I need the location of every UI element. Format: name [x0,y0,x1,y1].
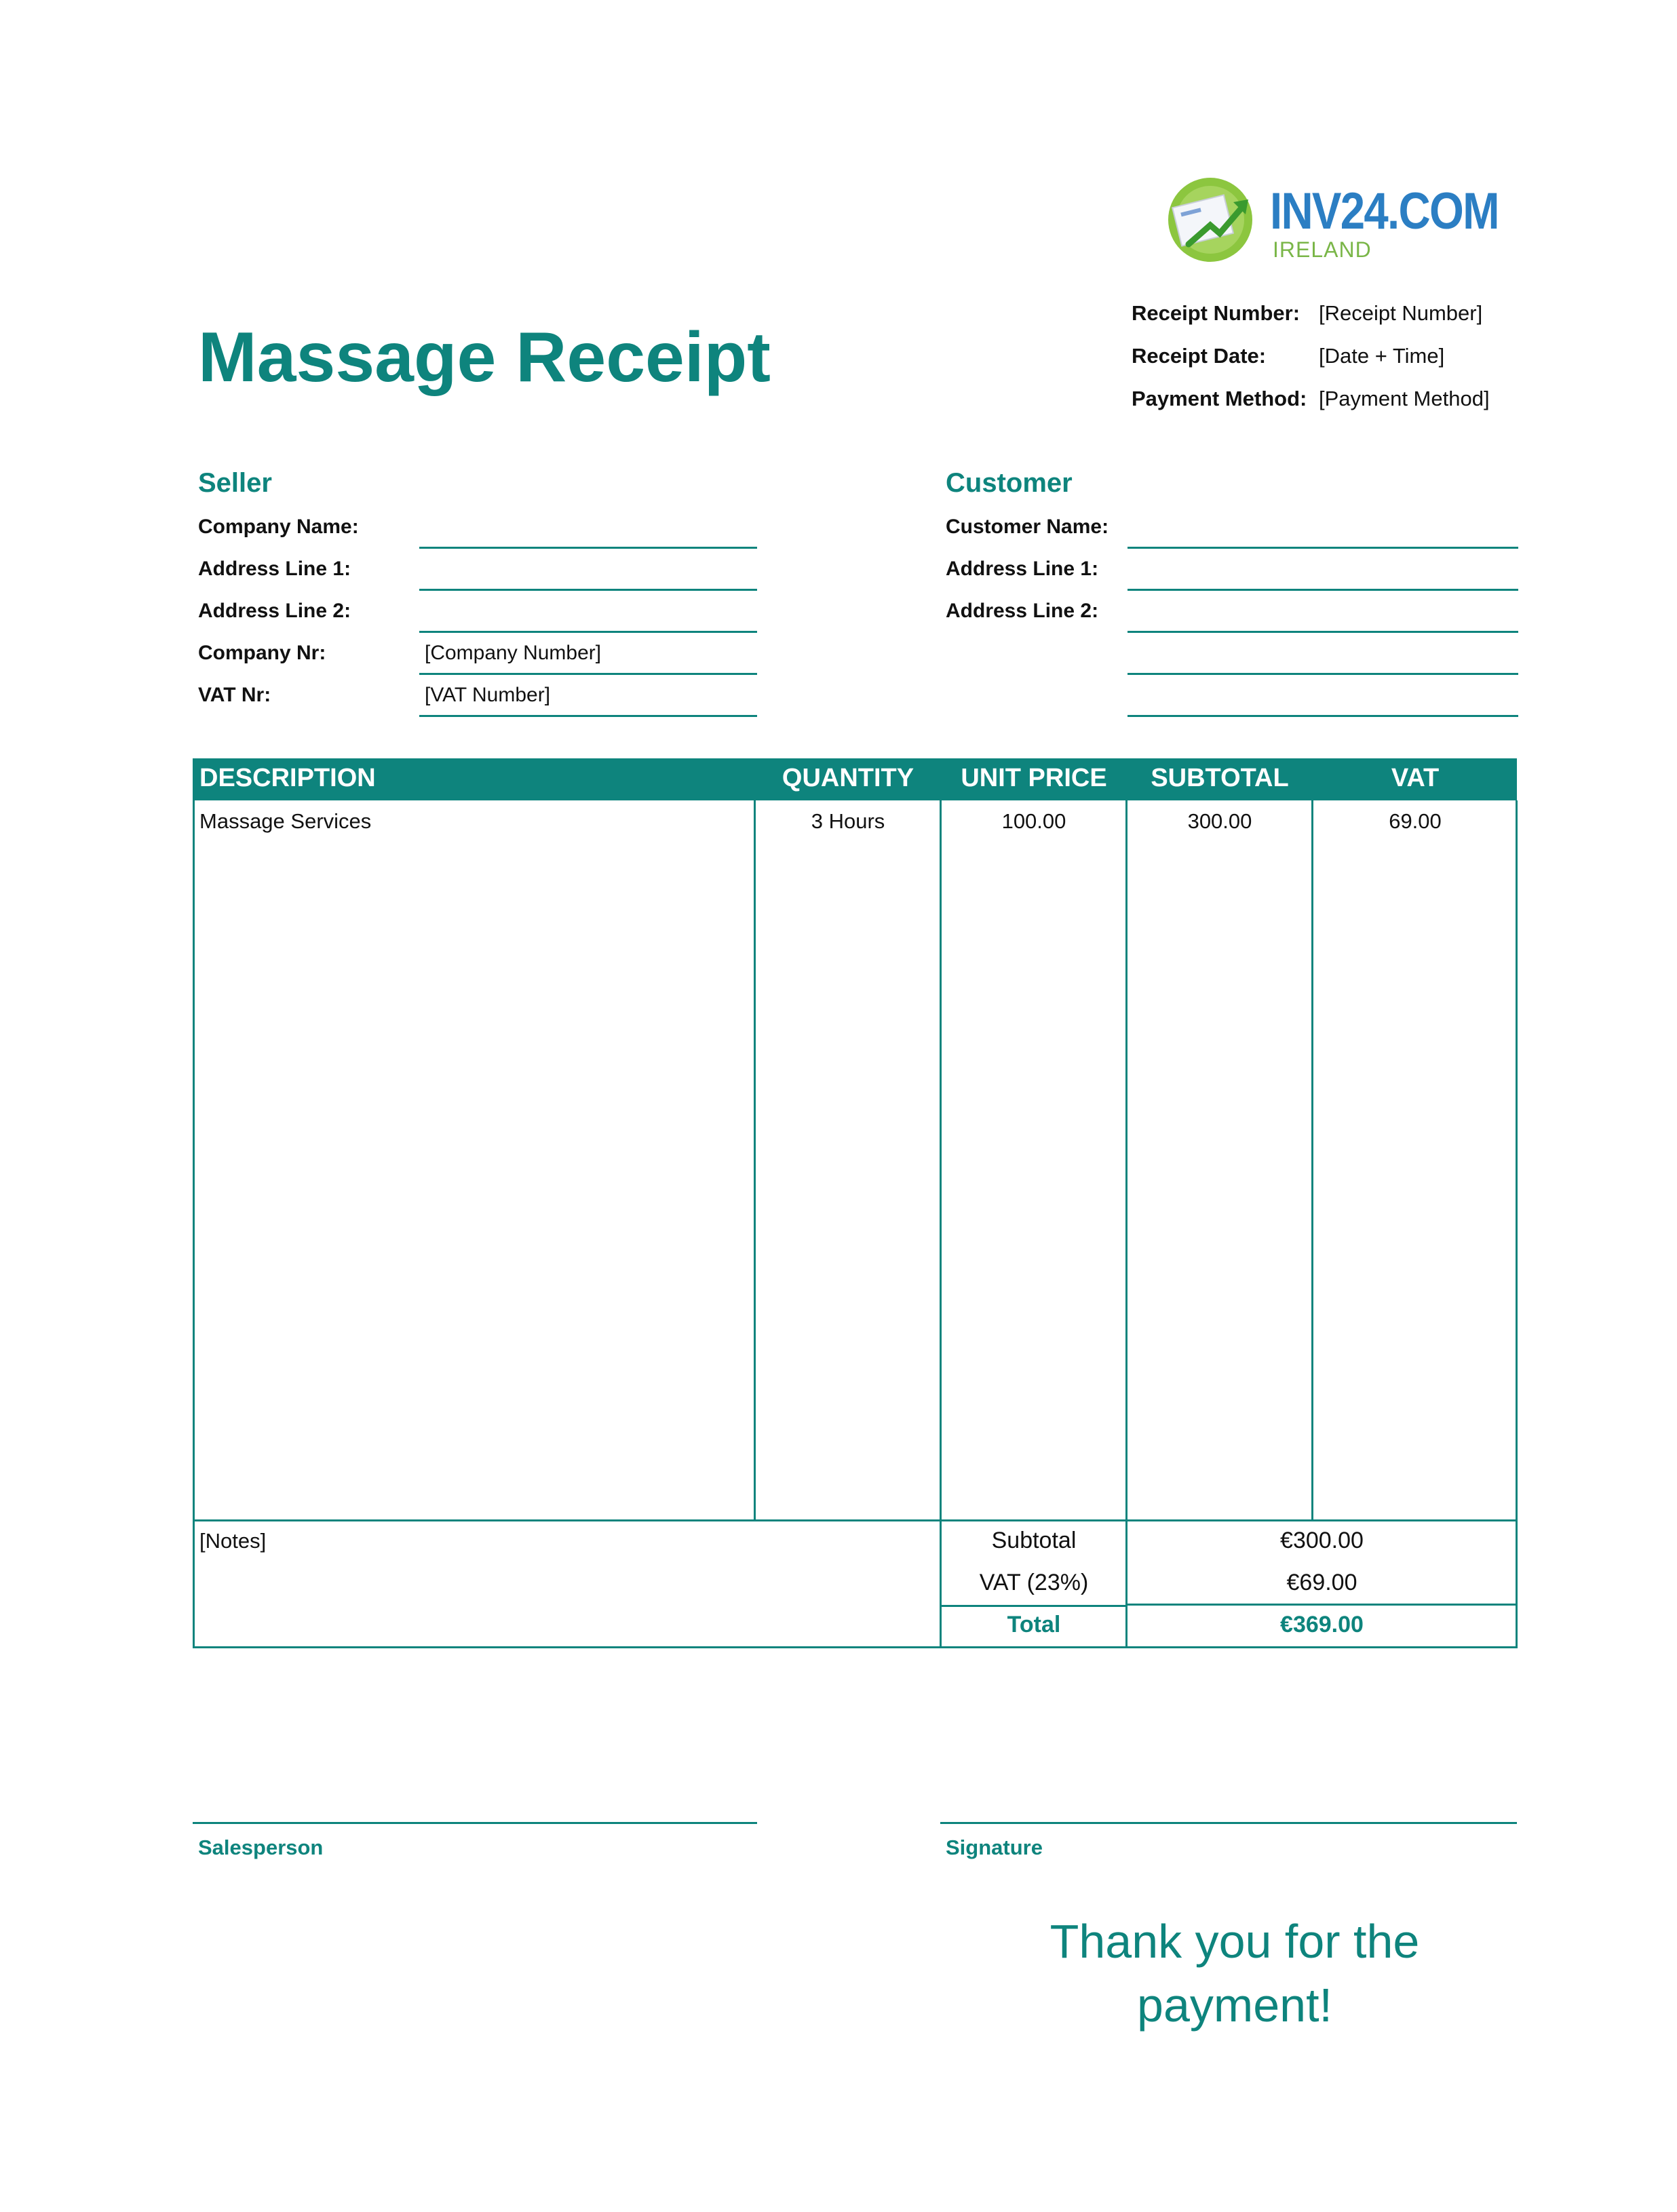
signature-line [940,1822,1517,1824]
seller-vat-nr-label: VAT Nr: [198,684,271,706]
customer-extra-line [1127,673,1518,675]
envelope-with-green-arrow-icon [1161,168,1263,270]
item-subtotal: 300.00 [1187,809,1252,833]
customer-heading: Customer [946,468,1073,498]
seller-heading: Seller [198,468,272,498]
logo-region-text: IRELAND [1273,237,1372,262]
seller-company-nr-label: Company Nr: [198,642,326,664]
signature-label: Signature [946,1836,1043,1859]
subtotal-value: €300.00 [1280,1528,1364,1553]
thank-you-message: Thank you for the payment! [1049,1915,1420,2032]
column-divider [1311,800,1313,1521]
table-items-bottom-border [193,1519,1518,1521]
header-vat: VAT [1391,764,1440,792]
item-description: Massage Services [199,809,372,833]
summary-divider [940,1605,1125,1607]
receipt-date-value: [Date + Time] [1319,344,1445,368]
seller-address2-label: Address Line 2: [198,600,351,622]
subtotal-label: Subtotal [991,1528,1077,1553]
customer-address2-line [1127,631,1518,633]
page-title: Massage Receipt [198,318,771,397]
notes-field[interactable]: [Notes] [199,1529,267,1553]
payment-method-label: Payment Method: [1132,387,1307,410]
customer-extra-line [1127,715,1518,717]
seller-company-name-label: Company Name: [198,516,359,538]
customer-address1-line [1127,589,1518,591]
column-divider [754,800,756,1521]
seller-address1-line [419,589,757,591]
seller-vat-nr-value[interactable]: [VAT Number] [425,684,551,706]
seller-address1-label: Address Line 1: [198,558,351,580]
receipt-number-label: Receipt Number: [1132,301,1300,325]
payment-method-value: [Payment Method] [1319,387,1490,410]
vat-value: €69.00 [1286,1570,1357,1595]
receipt-date-label: Receipt Date: [1132,344,1267,368]
seller-vat-nr-line [419,715,757,717]
customer-address2-label: Address Line 2: [946,600,1099,622]
table-bottom-border [193,1646,1518,1648]
total-value: €369.00 [1280,1612,1364,1637]
logo-brand-text: INV24.COM [1270,182,1499,240]
item-unit-price: 100.00 [1001,809,1066,833]
header-unit-price: UNIT PRICE [961,764,1107,792]
salesperson-label: Salesperson [198,1836,324,1859]
vat-label: VAT (23%) [979,1570,1089,1595]
seller-address2-line [419,631,757,633]
receipt-number-value: [Receipt Number] [1319,301,1483,325]
header-subtotal: SUBTOTAL [1151,764,1289,792]
header-description: DESCRIPTION [199,764,376,792]
salesperson-line [193,1822,757,1824]
seller-company-nr-value[interactable]: [Company Number] [425,642,602,664]
customer-address1-label: Address Line 1: [946,558,1099,580]
header-quantity: QUANTITY [782,764,914,792]
seller-company-name-line [419,547,757,549]
customer-name-label: Customer Name: [946,516,1109,538]
item-vat: 69.00 [1389,809,1442,833]
seller-company-nr-line [419,673,757,675]
total-label: Total [1007,1612,1061,1637]
item-quantity: 3 Hours [811,809,885,833]
customer-name-line [1127,547,1518,549]
summary-divider [1125,1604,1518,1606]
